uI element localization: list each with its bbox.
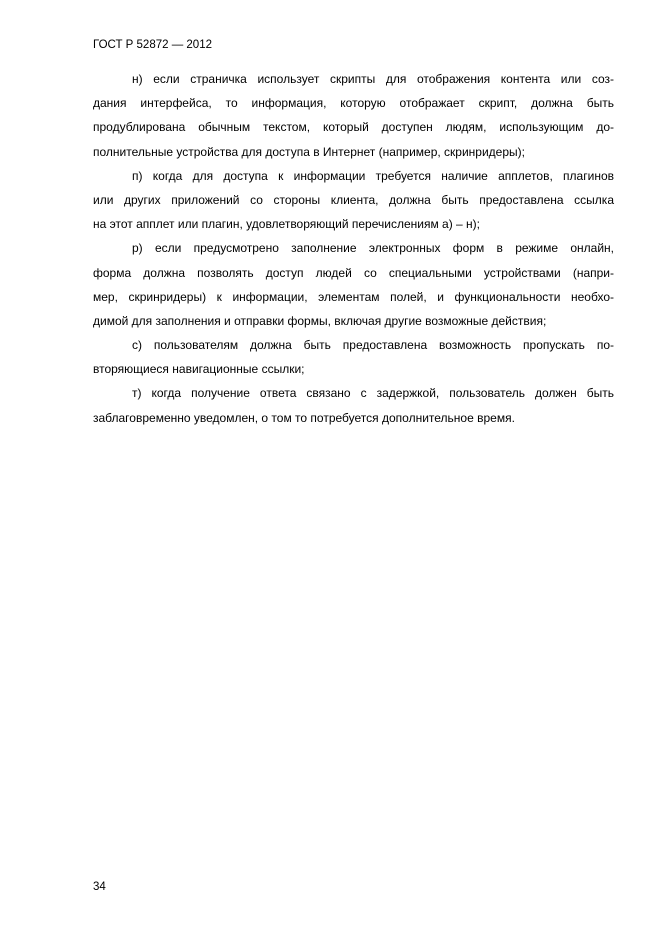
text-line: или других приложений со стороны клиента, должна быть предоставлена ссылка — [93, 192, 614, 207]
text-line: полнительные устройства для доступа в Интернет (например, скринридеры); — [93, 144, 525, 159]
text-line: с) пользователям должна быть предоставлена возможность пропускать по- — [132, 338, 614, 353]
paragraph-r — [93, 236, 614, 333]
paragraph-s — [93, 333, 614, 381]
text-line: продублирована обычным текстом, который доступен людям, использующим до- — [93, 120, 614, 135]
paragraph-p — [93, 164, 614, 237]
text-line: дания интерфейса, то информация, которую отображает скрипт, должна быть — [93, 96, 614, 111]
text-line: заблаговременно уведомлен, о том то потребуется дополнительное время. — [93, 410, 515, 425]
text-line: димой для заполнения и отправки формы, включая другие возможные действия; — [93, 313, 547, 328]
page-number: 34 — [93, 881, 106, 893]
document-body — [93, 67, 614, 430]
text-line: форма должна позволять доступ людей со специальными устройствами (напри- — [93, 265, 614, 280]
text-line: н) если страничка использует скрипты для отображения контента или соз- — [132, 72, 614, 86]
text-line: п) когда для доступа к информации требуется наличие апплетов, плагинов — [132, 168, 614, 183]
paragraph-n — [93, 67, 614, 164]
text-line: т) когда получение ответа связано с задержкой, пользователь должен быть — [132, 386, 614, 401]
text-line: вторяющиеся навигационные ссылки; — [93, 362, 305, 377]
text-line: мер, скринридеры) к информации, элементам полей, и функциональности необхо- — [93, 289, 614, 304]
paragraph-t — [93, 381, 614, 429]
text-line: на этот апплет или плагин, удовлетворяющий перечислениям а) – н); — [93, 217, 481, 232]
document-header: ГОСТ Р 52872 — 2012 — [93, 39, 212, 51]
text-line: р) если предусмотрено заполнение электронных форм в режиме онлайн, — [132, 241, 614, 256]
